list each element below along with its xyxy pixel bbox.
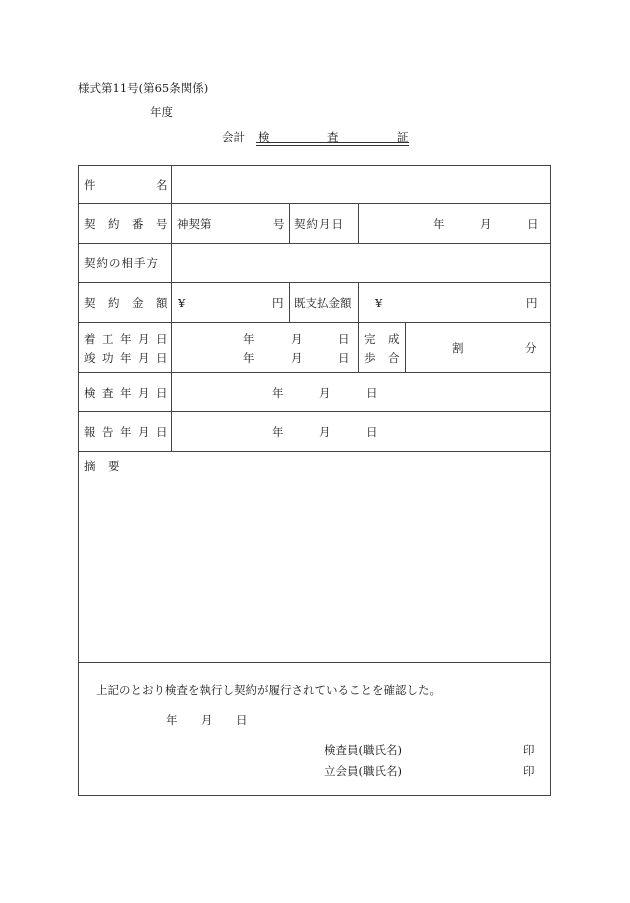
- title-char-ken: 検: [258, 130, 270, 144]
- inspector-signature-field[interactable]: [412, 738, 517, 758]
- row-divider: [78, 282, 551, 283]
- title-char-sa: 査: [327, 130, 339, 144]
- inspection-date-field[interactable]: [173, 374, 549, 410]
- completion-bu: 分: [525, 341, 537, 355]
- row-divider: [78, 372, 551, 373]
- contract-number-label-3: 番: [132, 217, 144, 231]
- inspection-date-month: 月: [319, 386, 331, 400]
- paid-amount-value-divider: [358, 282, 359, 322]
- contract-date-label: 契約月日: [294, 217, 344, 231]
- paid-amount-label: 既支払金額: [294, 296, 352, 310]
- contract-date-value-divider: [358, 203, 359, 243]
- contract-number-label-2: 約: [108, 217, 120, 231]
- row-divider: [78, 203, 551, 204]
- contract-amount-label-2: 約: [108, 296, 120, 310]
- inspection-date-year: 年: [272, 386, 284, 400]
- end-date-day: 日: [338, 351, 350, 365]
- report-date-month: 月: [319, 425, 331, 439]
- completion-label-4: 合: [388, 351, 400, 365]
- inspector-seal: 印: [523, 743, 535, 757]
- title-underline-2: [256, 145, 409, 146]
- contract-amount-label-3: 金: [132, 296, 144, 310]
- witness-signature-field[interactable]: [412, 759, 517, 779]
- row-divider: [78, 662, 551, 663]
- contract-number-prefix: 神契第: [177, 217, 212, 231]
- certification-statement: 上記のとおり検査を執行し契約が履行されていることを確認した。: [96, 683, 441, 697]
- paid-amount-field[interactable]: [388, 285, 522, 319]
- summary-label-b: 要: [108, 459, 120, 473]
- witness-label: 立会員(職氏名): [324, 764, 402, 778]
- inspection-date-day: 日: [366, 386, 378, 400]
- inspector-label: 検査員(職氏名): [324, 743, 402, 757]
- item-name-label-a: 件: [84, 178, 96, 192]
- item-name-field[interactable]: [172, 166, 550, 203]
- completion-label-1: 完: [364, 332, 376, 346]
- contract-number-label-4: 号: [156, 217, 168, 231]
- contract-amount-field[interactable]: [190, 285, 270, 319]
- contract-amount-yen-unit: 円: [272, 296, 284, 310]
- completion-value-divider: [405, 322, 406, 372]
- title-prefix: 会計: [222, 130, 245, 144]
- start-date-day: 日: [338, 332, 350, 346]
- row-divider: [78, 451, 551, 452]
- start-date-month: 月: [291, 332, 303, 346]
- paid-amount-divider: [289, 282, 290, 322]
- summary-label-a: 摘: [84, 459, 96, 473]
- completion-label-3: 歩: [364, 351, 376, 365]
- report-date-year: 年: [272, 425, 284, 439]
- title-char-sho: 証: [397, 130, 409, 144]
- contract-amount-label-4: 額: [156, 296, 168, 310]
- certification-year: 年: [166, 713, 178, 727]
- counterparty-field[interactable]: [172, 244, 550, 281]
- certification-day: 日: [236, 713, 248, 727]
- fiscal-year-label: 年度: [150, 105, 173, 119]
- contract-amount-yen-mark: ¥: [178, 296, 186, 310]
- contract-date-month: 月: [480, 217, 492, 231]
- summary-field[interactable]: [80, 476, 549, 660]
- contract-date-divider: [289, 203, 290, 243]
- contract-number-label-1: 契: [84, 217, 96, 231]
- form-number: 様式第11号(第65条関係): [78, 81, 209, 95]
- paid-amount-yen-mark: ¥: [375, 296, 383, 310]
- inspection-date-label: 検査年月日: [84, 386, 174, 400]
- counterparty-label: 契約の相手方: [84, 256, 159, 270]
- contract-date-year: 年: [433, 217, 445, 231]
- end-date-field[interactable]: [173, 347, 356, 370]
- start-date-field[interactable]: [173, 324, 356, 347]
- paid-amount-yen-unit: 円: [526, 296, 538, 310]
- contract-date-field[interactable]: [360, 205, 550, 242]
- contract-number-field[interactable]: [214, 206, 270, 240]
- contract-number-suffix: 号: [273, 217, 285, 231]
- title-underline-1: [256, 142, 409, 143]
- contract-date-day: 日: [527, 217, 539, 231]
- report-date-label: 報告年月日: [84, 425, 174, 439]
- witness-seal: 印: [523, 764, 535, 778]
- report-date-day: 日: [366, 425, 378, 439]
- end-date-month: 月: [291, 351, 303, 365]
- item-name-label-b: 名: [156, 178, 168, 192]
- completion-divider: [358, 322, 359, 372]
- row-divider: [78, 322, 551, 323]
- contract-amount-label-1: 契: [84, 296, 96, 310]
- start-date-label: 着工年月日: [84, 332, 174, 346]
- end-date-year: 年: [243, 351, 255, 365]
- certification-month: 月: [201, 713, 213, 727]
- label-column-divider: [171, 165, 172, 451]
- report-date-field[interactable]: [173, 413, 549, 449]
- completion-wari: 割: [452, 341, 464, 355]
- start-date-year: 年: [243, 332, 255, 346]
- completion-label-2: 成: [388, 332, 400, 346]
- row-divider: [78, 411, 551, 412]
- end-date-label: 竣功年月日: [84, 351, 174, 365]
